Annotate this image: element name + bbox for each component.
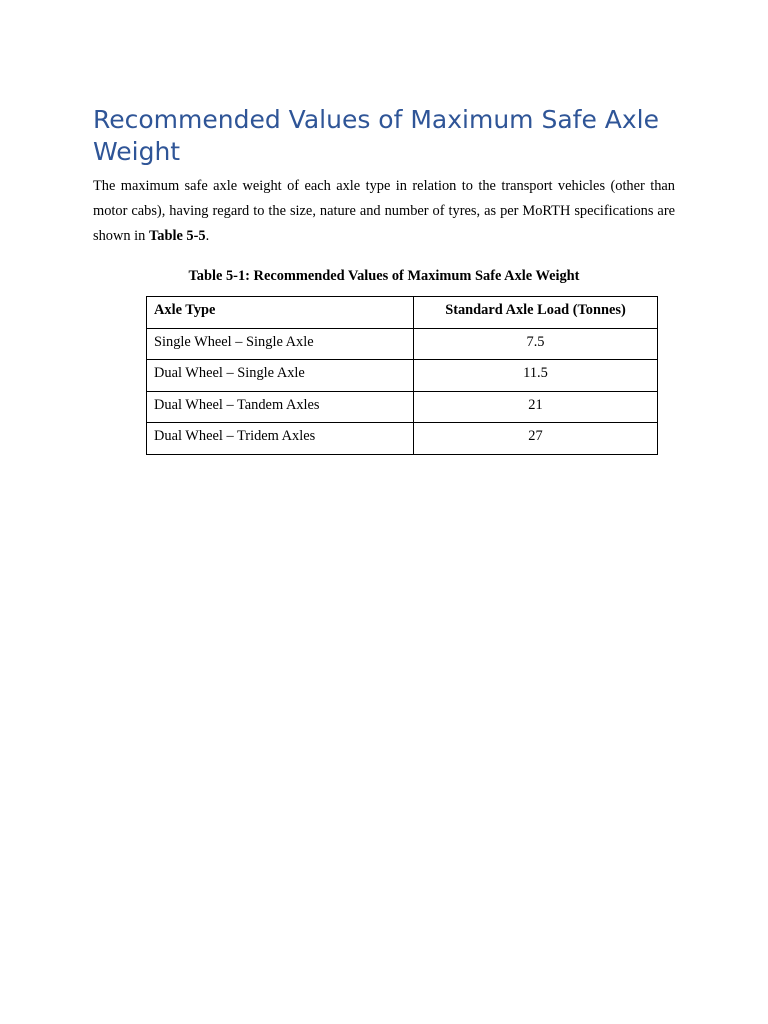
- cell-axle-type: Single Wheel – Single Axle: [147, 328, 414, 360]
- paragraph-text: The maximum safe axle weight of each axle type in relation to the transport vehicles (other than motor cabs), having regard to the size, nature and number of tyres, as per MoRTH specifications are shown in: [93, 178, 675, 244]
- table-row: [147, 328, 658, 360]
- axle-weight-table: [146, 296, 658, 455]
- table-reference: Table 5-5: [148, 228, 206, 244]
- table-row: [147, 391, 658, 423]
- paragraph-end: .: [205, 228, 210, 244]
- cell-axle-type: Dual Wheel – Tandem Axles: [147, 391, 414, 423]
- table-row: [147, 423, 658, 455]
- header-standard-axle-load: Standard Axle Load (Tonnes): [414, 297, 658, 329]
- cell-axle-type: Dual Wheel – Single Axle: [147, 360, 414, 392]
- section-heading: Recommended Values of Maximum Safe Axle Weight: [93, 105, 660, 166]
- intro-paragraph: [93, 174, 675, 249]
- header-axle-type: Axle Type: [147, 297, 414, 329]
- table-row: [147, 360, 658, 392]
- cell-axle-load: 7.5: [414, 328, 658, 360]
- table-caption: Table 5-1: Recommended Values of Maximum Safe Axle Weight: [188, 268, 580, 284]
- cell-axle-load: 11.5: [414, 360, 658, 392]
- cell-axle-type: Dual Wheel – Tridem Axles: [147, 423, 414, 455]
- table-header-row: [147, 297, 658, 329]
- cell-axle-load: 21: [414, 391, 658, 423]
- document-page: [93, 104, 675, 455]
- cell-axle-load: 27: [414, 423, 658, 455]
